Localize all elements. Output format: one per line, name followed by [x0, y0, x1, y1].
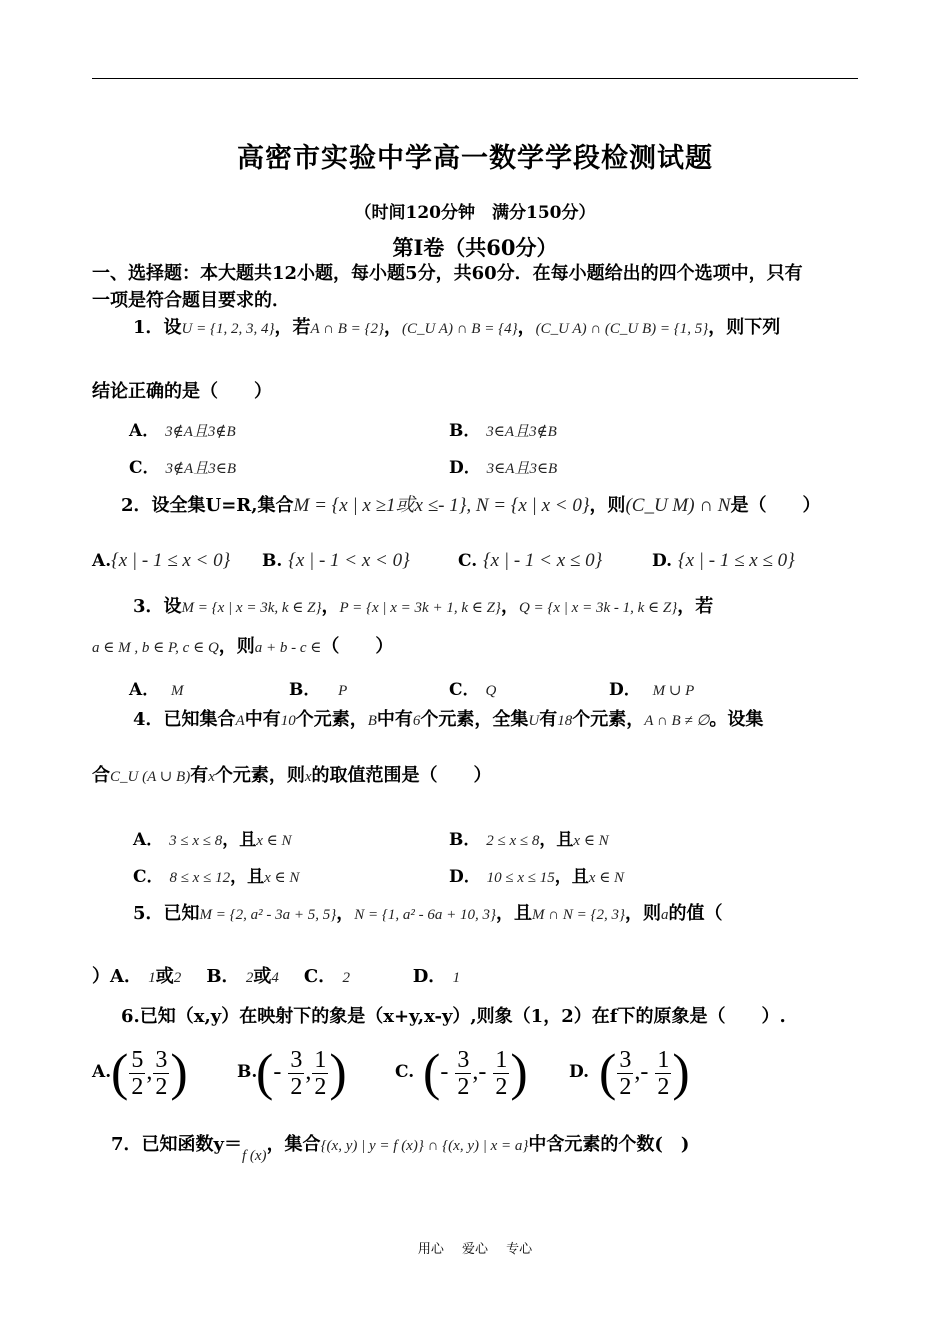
q6-option-c: (- $\frac{3}{2}$ ,- $\frac{1}{2}$ ) [423, 1044, 528, 1102]
question-6-stem: 6.已知（x,y）在映射下的象是（x+y,x-y）,则象（1，2）在f下的原象是（ ）. [121, 1006, 786, 1027]
q6-option-b-label: B. [237, 1062, 258, 1082]
question-5-options: ）A． 1或2 B． 2或4 C． 2 D． 1 [92, 966, 461, 987]
question-3-stem-2: a ∈ M , b ∈ P, c ∈ Q，则a + b - c ∈（ ） [92, 636, 394, 657]
q1-option-b: B． 3∈A且3∉B [449, 421, 557, 441]
q6-option-c-label: C. [395, 1062, 415, 1082]
q4-option-b: B． 2 ≤ x ≤ 8，且x ∈ N [449, 830, 609, 850]
part-heading: 第Ⅰ卷（共60分） [392, 235, 558, 260]
q6-option-d-label: D. [569, 1062, 590, 1082]
q6-option-a: ( $\frac{5}{2}$ , $\frac{3}{2}$ ) [111, 1044, 188, 1102]
q2-option-c: C. {x | - 1 < x ≤ 0} [458, 550, 603, 571]
q3-option-b: B． P [289, 680, 348, 700]
q3-option-c: C． Q [449, 680, 497, 700]
q6-option-b: (- $\frac{3}{2}$ , $\frac{1}{2}$ ) [256, 1044, 347, 1102]
q6-option-a-label: A. [92, 1062, 112, 1082]
page-title: 高密市实验中学高一数学学段检测试题 [237, 143, 713, 174]
question-1-stem-2: 结论正确的是（ ） [92, 381, 272, 402]
q4-option-d: D． 10 ≤ x ≤ 15，且x ∈ N [449, 867, 625, 887]
q3-option-d: D． M ∪ P [609, 680, 695, 700]
question-5-stem: 5．已知M = {2, a² - 3a + 5, 5}，N = {1, a² - 6a + 10, 3}，且M ∩ N = {2, 3}，则a的值（ [133, 903, 723, 924]
q1-option-a: A． 3∉A且3∉B [129, 421, 236, 441]
q4-option-a: A． 3 ≤ x ≤ 8，且x ∈ N [133, 830, 292, 850]
q2-option-d: D. {x | - 1 ≤ x ≤ 0} [652, 550, 795, 571]
header-rule [92, 78, 858, 79]
q2-option-a: A.{x | - 1 ≤ x < 0} [92, 550, 231, 571]
section-intro-1: 一、选择题：本大题共12小题，每小题5分，共60分．在每小题给出的四个选项中，只有 [92, 263, 803, 284]
question-4-stem: 4．已知集合A中有10个元素，B中有6个元素，全集U有18个元素，A ∩ B ≠ ∅。设集 [133, 709, 764, 730]
q4-option-c: C． 8 ≤ x ≤ 12，且x ∈ N [133, 867, 300, 887]
q6-option-d: ( $\frac{3}{2}$ ,- $\frac{1}{2}$ ) [599, 1044, 690, 1102]
page-footer: 用心 爱心 专心 [417, 1242, 533, 1257]
q2-option-b: B. {x | - 1 < x < 0} [262, 550, 410, 571]
question-4-stem-2: 合C_U (A ∪ B)有x个元素，则x的取值范围是（ ） [92, 765, 492, 786]
q3-option-a: A． M [129, 680, 184, 700]
question-3-stem: 3．设M = {x | x = 3k, k ∈ Z}，P = {x | x = 3k + 1, k ∈ Z}，Q = {x | x = 3k - 1, k ∈ Z}，若 [133, 596, 714, 617]
time-note: （时间120分钟 满分150分） [354, 203, 596, 223]
q1-option-c: C． 3∉A且3∈B [129, 458, 236, 478]
question-2-stem: 2．设全集U=R,集合M = {x | x ≥1或x ≤- 1}, N = {x | x < 0}，则(C_U M) ∩ N是（ ） [121, 495, 821, 516]
q1-option-d: D． 3∈A且3∈B [449, 458, 558, 478]
question-7-stem: 7．已知函数$y=_{f (x)}$，集合{(x, y) | y = f (x)} ∩ {(x, y) | x = a}中含元素的个数( ) [111, 1134, 690, 1164]
question-1-stem: 1．设U = {1, 2, 3, 4}，若A ∩ B = {2}，(C_U A) ∩ B = {4}，(C_U A) ∩ (C_U B) = {1, 5}，则下列 [133, 317, 781, 338]
section-intro-2: 一项是符合题目要求的． [92, 290, 290, 311]
